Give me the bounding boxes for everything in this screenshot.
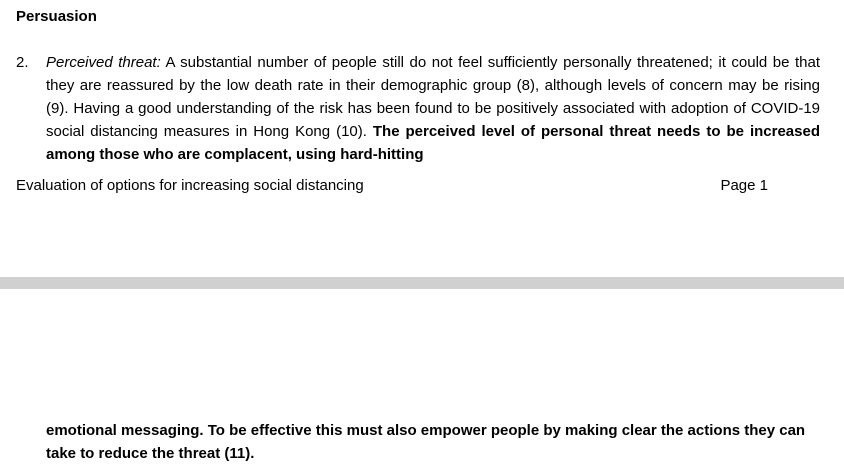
- item-emphasis-start: The perceived level of personal threat needs to be increased among those who are complacent, using hard-hitting: [46, 123, 820, 163]
- page-separator: [0, 277, 844, 289]
- footer-title: Evaluation of options for increasing social distancing: [16, 177, 364, 194]
- item-emphasis-continued: emotional messaging. To be effective this must also empower people by making clear the actions they can take to reduce the threat (11).: [46, 422, 806, 462]
- page-number: Page 1: [720, 177, 768, 194]
- item-body: A substantial number of people still do not feel sufficiently personally threatened; it could be that they are reassured by the low death rate in their demographic group (8), although levels of concern may be rising (9). Having a good understanding of the risk has been found to be positively associated with adoption of COVID-19 social distancing measures in Hong Kong (10).: [46, 54, 820, 140]
- section-heading: Persuasion: [16, 8, 97, 25]
- list-item-number: 2.: [16, 54, 29, 71]
- item-term: Perceived threat:: [46, 54, 161, 71]
- list-item-text: [46, 51, 820, 166]
